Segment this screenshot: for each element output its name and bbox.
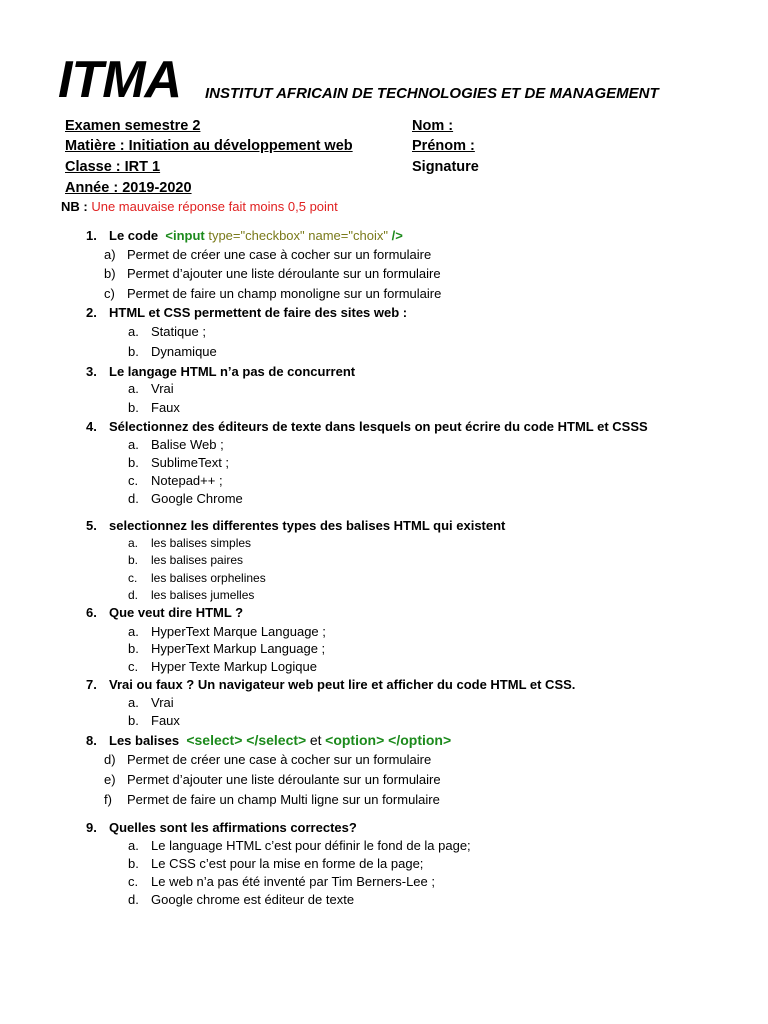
option-text: Vrai (151, 381, 174, 396)
option (128, 659, 317, 674)
option (128, 491, 243, 506)
nb-label: NB : (61, 199, 88, 214)
code-attrs: type="checkbox" name="choix" (208, 228, 388, 243)
question-7 (86, 677, 575, 692)
option-text: Permet d’ajouter une liste déroulante sur un formulaire (127, 772, 441, 787)
question-number: 3. (86, 364, 97, 379)
question-prefix: Les balises (109, 733, 180, 748)
option-text: Le language HTML c’est pour définir le fond de la page; (151, 838, 471, 853)
option-letter: b. (128, 641, 139, 656)
code-tag: <input (165, 228, 205, 243)
question-9 (86, 820, 357, 835)
subject-label: Matière : Initiation au développement web (65, 138, 353, 154)
option-text: Permet de faire un champ Multi ligne sur un formulaire (127, 792, 440, 807)
nb-note (61, 199, 338, 214)
option-letter: c. (128, 659, 139, 674)
question-text: Quelles sont les affirmations correctes? (109, 820, 357, 835)
option-text: HyperText Markup Language ; (151, 641, 326, 656)
option-letter: a. (128, 381, 139, 396)
question-number: 1. (86, 228, 97, 243)
question-text: Vrai ou faux ? Un navigateur web peut lire et afficher du code HTML et CSS. (109, 677, 576, 692)
code-option: <option> </option> (325, 732, 452, 748)
question-number: 4. (86, 419, 97, 434)
option-letter: b. (128, 713, 139, 728)
question-middle: et (309, 732, 322, 748)
option (128, 553, 243, 567)
option-letter: c. (128, 571, 138, 585)
option (128, 437, 224, 452)
code-select: <select> </select> (186, 732, 307, 748)
logo: ITMA (58, 51, 182, 109)
option (104, 772, 441, 787)
option-text: Le CSS c’est pour la mise en forme de la page; (151, 856, 424, 871)
option-letter: a. (128, 838, 139, 853)
option (128, 695, 174, 710)
option (128, 536, 251, 550)
option-letter: c. (128, 874, 139, 889)
option-letter: b) (104, 266, 116, 281)
option-text: Balise Web ; (151, 437, 224, 452)
option (128, 713, 180, 728)
option (128, 624, 326, 639)
question-number: 2. (86, 305, 97, 320)
option-letter: f) (104, 792, 112, 807)
option-text: Le web n’a pas été inventé par Tim Berners-Lee ; (151, 874, 435, 889)
institute-name: INSTITUT AFRICAIN DE TECHNOLOGIES ET DE MANAGEMENT (205, 85, 659, 102)
option-text: Google Chrome (151, 491, 243, 506)
option (128, 324, 206, 339)
option (104, 266, 441, 281)
option-letter: d. (128, 491, 139, 506)
option (128, 381, 174, 396)
exam-label: Examen semestre 2 (65, 118, 201, 134)
option-letter: e) (104, 772, 116, 787)
option-letter: c. (128, 473, 139, 488)
option-letter: d) (104, 752, 116, 767)
question-4 (86, 419, 648, 434)
option (104, 247, 431, 262)
question-text: selectionnez les differentes types des balises HTML qui existent (109, 518, 506, 533)
option-text: Hyper Texte Markup Logique (151, 659, 317, 674)
question-number: 6. (86, 605, 97, 620)
option-text: Notepad++ ; (151, 473, 223, 488)
option-text: Vrai (151, 695, 174, 710)
option-text: Statique ; (151, 324, 206, 339)
option-text: les balises jumelles (151, 588, 255, 602)
option-letter: a) (104, 247, 116, 262)
option (128, 473, 223, 488)
option (128, 856, 423, 871)
option (128, 571, 266, 585)
option-letter: a. (128, 695, 139, 710)
question-text: Le langage HTML n’a pas de concurrent (109, 364, 356, 379)
option-letter: d. (128, 588, 139, 602)
option-text: les balises paires (151, 553, 244, 567)
option (128, 455, 229, 470)
nb-text: Une mauvaise réponse fait moins 0,5 point (91, 199, 338, 214)
option-text: les balises orphelines (151, 571, 266, 585)
question-5 (86, 518, 505, 533)
option (128, 838, 471, 853)
option-letter: d. (128, 892, 139, 907)
option (128, 641, 325, 656)
option (128, 892, 354, 907)
signature-label: Signature (412, 159, 479, 175)
option-text: Permet de faire un champ monoligne sur un formulaire (127, 286, 442, 301)
question-number: 7. (86, 677, 97, 692)
question-number: 8. (86, 733, 97, 748)
option (128, 874, 435, 889)
code-close: /> (391, 228, 403, 243)
option-letter: b. (128, 856, 139, 871)
option-text: Faux (151, 400, 180, 415)
question-1 (86, 228, 403, 243)
question-3 (86, 364, 355, 379)
option-text: SublimeText ; (151, 455, 230, 470)
prenom-field-label: Prénom : (412, 138, 475, 154)
option-text: Google chrome est éditeur de texte (151, 892, 355, 907)
option-letter: a. (128, 536, 139, 550)
question-2 (86, 305, 407, 320)
option (104, 792, 440, 807)
option (128, 400, 180, 415)
option-letter: c) (104, 286, 115, 301)
question-text: Sélectionnez des éditeurs de texte dans lesquels on peut écrire du code HTML et CSSS (109, 419, 648, 434)
option (128, 344, 217, 359)
option-letter: b. (128, 344, 139, 359)
option-text: Permet de créer une case à cocher sur un formulaire (127, 752, 432, 767)
option-text: Permet d’ajouter une liste déroulante sur un formulaire (127, 266, 441, 281)
option-letter: a. (128, 624, 139, 639)
question-6 (86, 605, 243, 620)
option-text: Faux (151, 713, 180, 728)
year-label: Année : 2019-2020 (65, 180, 192, 196)
option-letter: a. (128, 437, 139, 452)
option-letter: a. (128, 324, 139, 339)
option-letter: b. (128, 553, 139, 567)
option (104, 286, 441, 301)
option-text: les balises simples (151, 536, 252, 550)
option-letter: b. (128, 455, 139, 470)
option (104, 752, 431, 767)
option-text: Dynamique (151, 344, 217, 359)
option-text: HyperText Marque Language ; (151, 624, 326, 639)
option (128, 588, 254, 602)
question-text: Que veut dire HTML ? (109, 605, 244, 620)
option-text: Permet de créer une case à cocher sur un formulaire (127, 247, 432, 262)
option-letter: b. (128, 400, 139, 415)
question-8 (86, 732, 451, 748)
question-number: 9. (86, 820, 97, 835)
class-label: Classe : IRT 1 (65, 159, 161, 175)
question-number: 5. (86, 518, 97, 533)
question-text: HTML et CSS permettent de faire des sites web : (109, 305, 408, 320)
question-prefix: Le code (109, 228, 159, 243)
nom-field-label: Nom : (412, 118, 454, 134)
